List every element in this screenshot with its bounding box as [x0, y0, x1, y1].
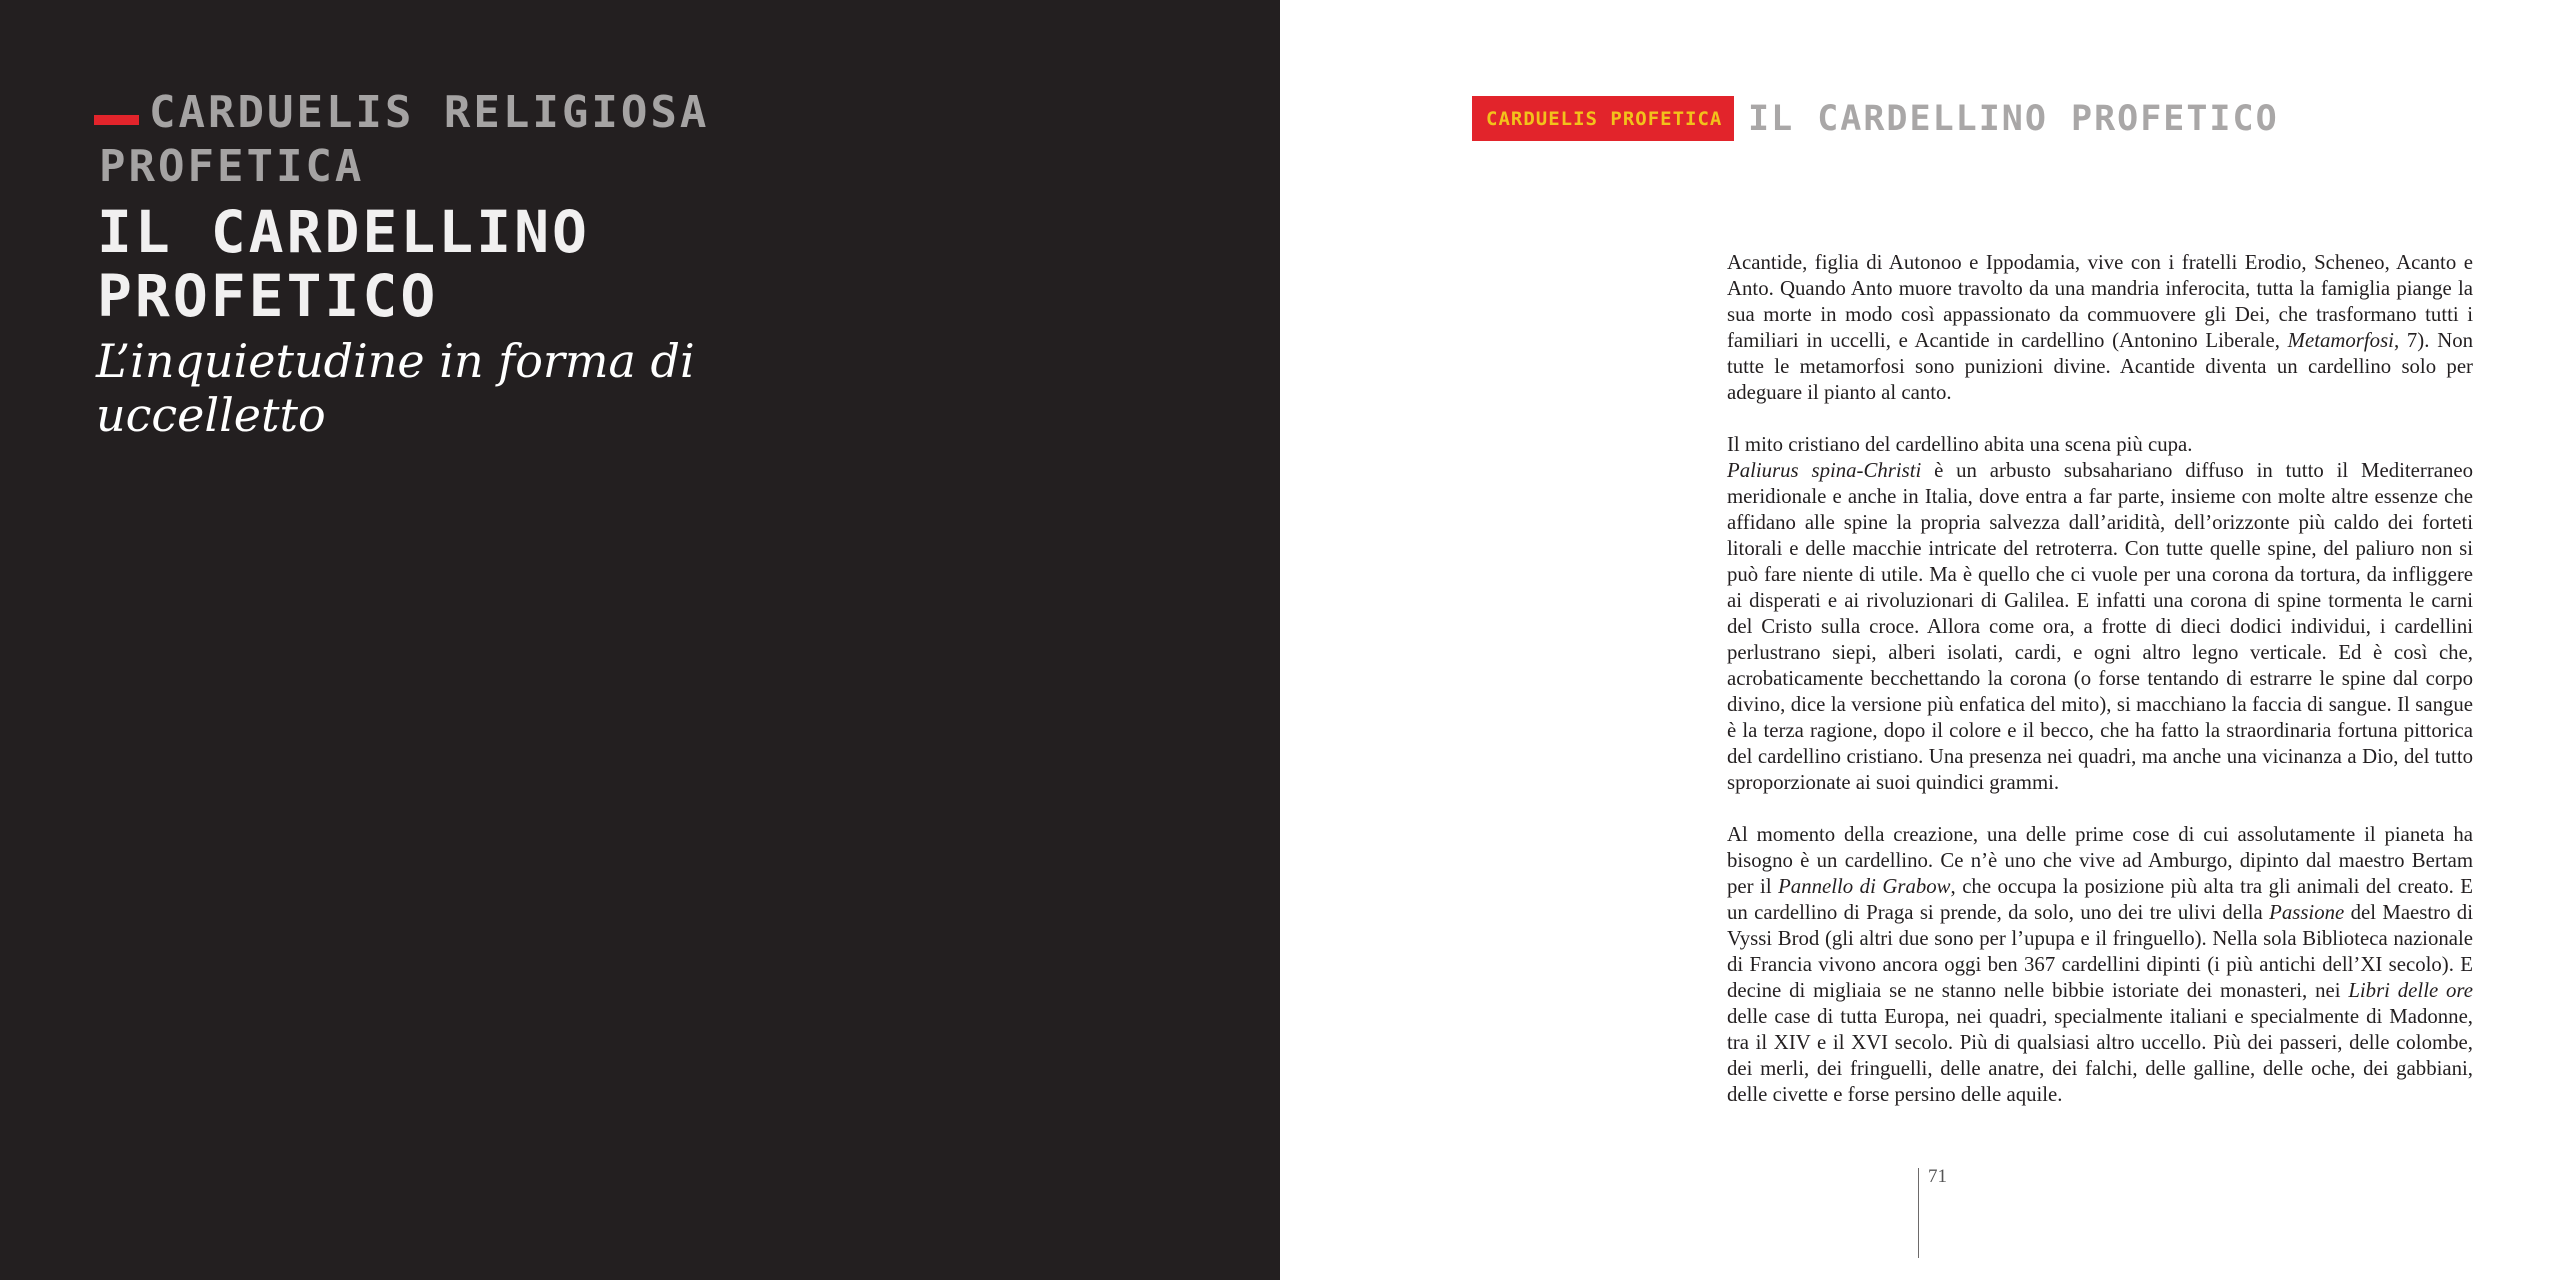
italic-text: Passione: [2269, 901, 2345, 924]
paragraph: Il mito cristiano del cardellino abita una scena più cupa.: [1727, 433, 2193, 456]
running-header-title: IL CARDELLINO PROFETICO: [1748, 98, 2279, 139]
paragraph: Paliurus spina-Christi è un arbusto subsahariano diffuso in tutto il Mediterraneo meridionale e anche in Italia, dove entra a far parte, insieme con molte altre essenze che affidano alle spine la propria salvezza dall’aridità, dell’orizzonte più caldo dei forteti litorali e delle macchie intricate del retroterra. Con tutte quelle spine, del paliuro non si può fare niente di utile. Ma è quello che ci vuole per una corona da tortura, da infliggere ai disperati e ai rivoluzionari di Galilea. E infatti una corona di spine tormenta le carni del Cristo sulla croce. Allora come ora, a frotte di dieci dodici individui, i cardellini perlustrano siepi, alberi isolati, cardi, e ogni altro legno verticale. Ed è così che, acrobaticamente becchettando la corona (o forse tentando di estrarre le spine dal corpo divino, dice la versione più enfatica del mito), si macchiano la faccia di sangue. Il sangue è la terza ragione, dopo il colore e il becco, che ha fatto la straordinaria fortuna pittorica del cardellino cristiano. Una presenza nei quadri, ma anche una vicinanza a Dio, del tutto sproporzionate ai suoi quindici grammi.: [1727, 459, 2474, 794]
chapter-title: IL CARDELLINO PROFETICO: [97, 198, 590, 330]
paragraph: Acantide, figlia di Autonoo e Ippodamia, vive con i fratelli Erodio, Scheneo, Acanto e Anto. Quando Anto muore travolto da una mandria inferocita, tutta la famiglia piange la sua morte in modo così appassionato da commuovere gli Dei, che trasformano tutti i familiari in uccelli, e Acantide in cardellino (Antonino Liberale, Metamorfosi, 7). Non tutte le metamorfosi sono punizioni divine. Acantide diventa un cardellino solo per adeguare il pianto al canto.: [1727, 251, 2474, 404]
right-page: [1280, 0, 2560, 1280]
italic-text: Libri delle ore: [2348, 979, 2473, 1002]
page-number-rule: [1918, 1168, 1919, 1258]
running-header-tag: CARDUELIS PROFETICA: [1472, 96, 1734, 141]
paragraph: Al momento della creazione, una delle prime cose di cui assolutamente il pianeta ha bisogno è un cardellino. Ce n’è uno che vive ad Amburgo, dipinto dal maestro Bertam per il Pannello di Grabow, che occupa la posizione più alta tra gli animali del creato. E un cardellino di Praga si prende, da solo, uno dei tre ulivi della Passione del Maestro di Vyssi Brod (gli altri due sono per l’upupa e il fringuello). Nella sola Biblioteca nazionale di Francia vivono ancora oggi ben 367 cardellini dipinti (i più antichi dell’XI secolo). E decine di migliaia se ne stanno nelle bibbie istoriate dei monasteri, nei Libri delle ore delle case di tutta Europa, nei quadri, specialmente italiani e specialmente di Madonne, tra il XIV e il XVI secolo. Più di qualsiasi altro uccello. Più dei passeri, delle colombe, dei merli, dei fringuelli, delle anatre, dei falchi, delle galline, delle oche, dei gabbiani, delle civette e forse persino delle aquile.: [1727, 823, 2473, 1106]
section-kicker: CARDUELIS RELIGIOSA PROFETICA: [99, 87, 710, 192]
chapter-subtitle: L’inquietudine in forma di uccelletto: [96, 334, 695, 442]
italic-text: Metamorfosi: [2287, 329, 2394, 352]
body-text: [1727, 250, 2473, 1108]
italic-text: Paliurus spina-Christi: [1727, 459, 1922, 482]
italic-text: Pannello di Grabow: [1778, 875, 1951, 898]
page-number: 71: [1928, 1166, 1947, 1187]
